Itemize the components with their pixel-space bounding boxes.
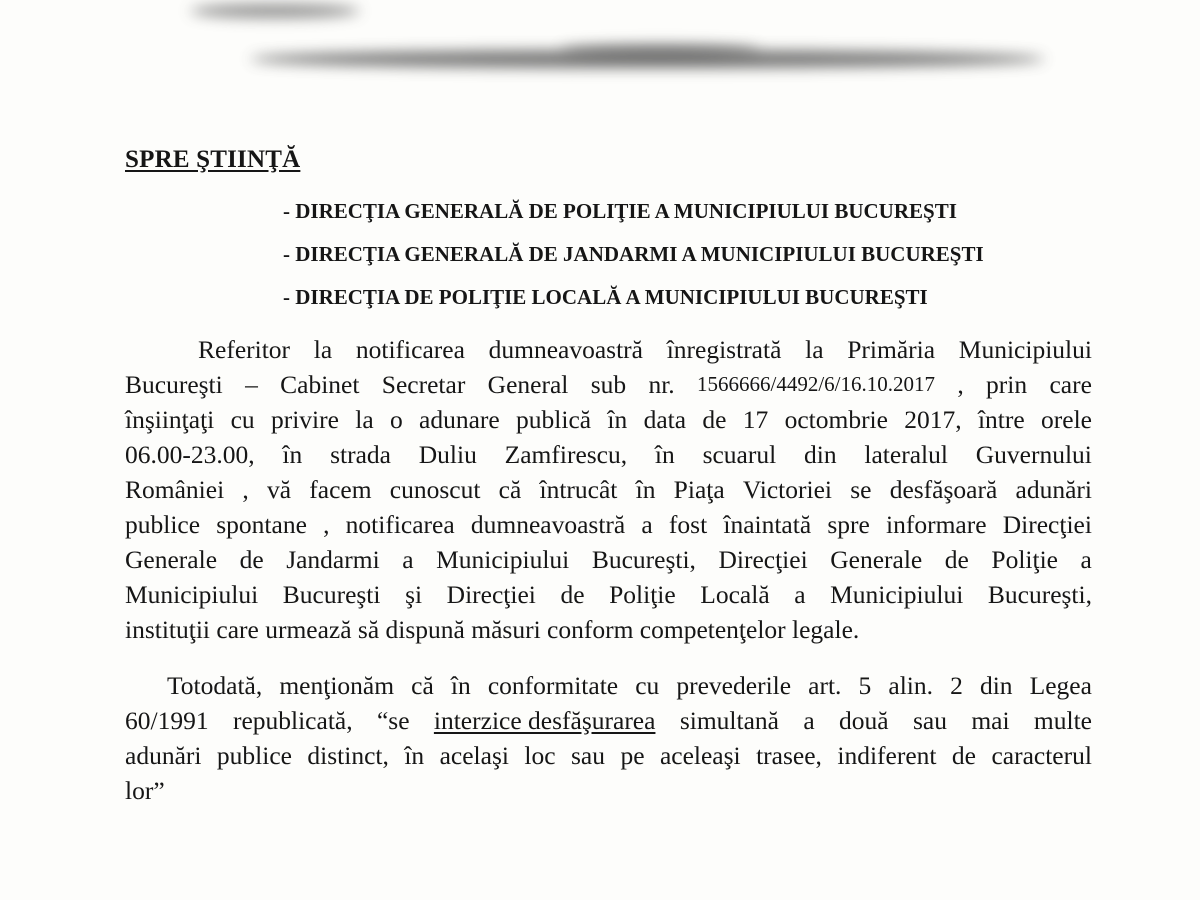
word: aceleaşi [659, 741, 741, 770]
text-line [125, 507, 1092, 542]
registration-number: 1566666/4492/6/16.10.2017 [697, 372, 936, 396]
word: Municipiului [436, 545, 570, 574]
word: instituţii care urmează să dispună măsuri conform competenţelor legale. [125, 615, 860, 644]
word: întrucât [539, 475, 618, 504]
word: la [805, 335, 824, 364]
word: Cabinet [280, 370, 360, 399]
word: în [450, 671, 471, 700]
word: Legea [1029, 671, 1092, 700]
word: Poliţie [991, 545, 1058, 574]
word: Direcţiei [1002, 510, 1092, 539]
word: şi [405, 580, 423, 609]
word: de [944, 545, 969, 574]
word: informare [886, 510, 987, 539]
text-line [125, 332, 1092, 367]
word: cu [635, 671, 660, 700]
word: adunări [1015, 475, 1092, 504]
recipients-list [283, 190, 984, 319]
word: Bucureşti [125, 370, 223, 399]
word: art. [808, 671, 842, 700]
word: strada [330, 440, 391, 469]
word: Guvernului [975, 440, 1092, 469]
word: Municipiului [958, 335, 1092, 364]
word: Victoriei [742, 475, 832, 504]
word: facem [309, 475, 372, 504]
word: Generale [125, 545, 218, 574]
redacted-address-detail [560, 44, 760, 56]
word: adunare [419, 405, 500, 434]
word: de [560, 580, 585, 609]
word: Bucureşti, [591, 545, 696, 574]
word: a [794, 580, 806, 609]
word: Primăria [847, 335, 936, 364]
word: Bucureşti [282, 580, 381, 609]
word: spre [827, 510, 870, 539]
word: Direcţiei [446, 580, 536, 609]
word: din [804, 440, 837, 469]
word: alin. [888, 671, 933, 700]
word: , [242, 475, 249, 504]
underlined-quote: interzice desfăşurarea [433, 706, 656, 735]
word: în [404, 741, 425, 770]
word: adunări [125, 741, 202, 770]
word: acelaşi [439, 741, 509, 770]
word: 5 [858, 671, 872, 700]
spre-stiinta-heading: SPRE ŞTIINŢĂ [125, 146, 301, 173]
word: în [282, 440, 303, 469]
word: – [245, 370, 258, 399]
word: mai [971, 706, 1010, 735]
word: fost [668, 510, 708, 539]
word: se [850, 475, 872, 504]
word: scuarul [702, 440, 777, 469]
word: menţionăm [279, 671, 395, 700]
text-line [125, 773, 1092, 808]
notification-paragraph [125, 332, 1092, 647]
text-line [125, 367, 1092, 402]
word: cunoscut [389, 475, 481, 504]
word: data [643, 405, 687, 434]
word: orele [1041, 405, 1092, 434]
word: prin [986, 370, 1028, 399]
word: în [635, 475, 656, 504]
word: “se [376, 706, 410, 735]
word: General [487, 370, 569, 399]
word: spontane [216, 510, 307, 539]
word: de [239, 545, 264, 574]
word: Referitor [198, 335, 291, 364]
recipient-item: - DIRECŢIA GENERALĂ DE JANDARMI A MUNICIPIULUI BUCUREŞTI [283, 242, 984, 266]
word: 17 [742, 405, 769, 434]
word: înşiinţaţi [125, 405, 215, 434]
word: publică [516, 405, 592, 434]
word: 06.00-23.00, [125, 440, 255, 469]
word: Piaţa [673, 475, 725, 504]
word: la [355, 405, 374, 434]
word: Municipiului [125, 580, 259, 609]
word: conformitate [487, 671, 619, 700]
word: Poliţie [609, 580, 676, 609]
redacted-header-mark [190, 4, 360, 18]
word: , [323, 510, 330, 539]
word: caracterul [991, 741, 1092, 770]
word: a [803, 706, 815, 735]
word: o [389, 405, 403, 434]
text-line [125, 472, 1092, 507]
word: 2017, [904, 405, 962, 434]
word: Municipiului [830, 580, 964, 609]
word: 60/1991 [125, 706, 209, 735]
recipient-item: - DIRECŢIA GENERALĂ DE POLIŢIE A MUNICIPIULUI BUCUREŞTI [283, 199, 957, 223]
word: din [979, 671, 1013, 700]
word: vă [266, 475, 292, 504]
word: la [313, 335, 333, 364]
word: sau [912, 706, 947, 735]
word: notificarea [345, 510, 455, 539]
word: Secretar [381, 370, 466, 399]
word: dumneavoastră [488, 335, 643, 364]
word: prevederile [676, 671, 792, 700]
word: Generale [830, 545, 923, 574]
word: de [951, 741, 976, 770]
word: cu [230, 405, 255, 434]
recipient-item: - DIRECŢIA DE POLIŢIE LOCALĂ A MUNICIPIULUI BUCUREŞTI [283, 285, 928, 309]
word: loc [524, 741, 556, 770]
text-line [125, 612, 1092, 647]
word: multe [1033, 706, 1092, 735]
word: privire [270, 405, 339, 434]
word: lor” [125, 776, 165, 805]
word: de [702, 405, 727, 434]
word: nr. [648, 370, 675, 399]
word: Zamfirescu, [504, 440, 628, 469]
word: distinct, [307, 741, 389, 770]
text-line [125, 542, 1092, 577]
word: indiferent [837, 741, 937, 770]
law-reference-paragraph [125, 668, 1092, 808]
word: între [977, 405, 1025, 434]
word: înaintată [723, 510, 812, 539]
word: desfăşoară [889, 475, 998, 504]
word: în [654, 440, 675, 469]
word: dumneavoastră [470, 510, 626, 539]
word: sau [571, 741, 605, 770]
word: lateralul [864, 440, 948, 469]
word: 2 [950, 671, 963, 700]
word: Direcţiei [718, 545, 808, 574]
text-line [125, 703, 1092, 738]
word: care [1049, 370, 1092, 399]
word: notificarea [355, 335, 465, 364]
word: a [641, 510, 653, 539]
word: Duliu [418, 440, 477, 469]
word: a [1080, 545, 1092, 574]
word: pe [620, 741, 645, 770]
word: Locală [700, 580, 770, 609]
word: simultană [679, 706, 779, 735]
text-line [125, 738, 1092, 773]
text-line [125, 402, 1092, 437]
word: României [125, 475, 225, 504]
text-line [125, 437, 1092, 472]
word: sub [590, 370, 627, 399]
word: Totodată, [167, 671, 263, 700]
word: , [957, 370, 964, 399]
word: trasee, [756, 741, 822, 770]
word: a [402, 545, 414, 574]
word: publice [216, 741, 292, 770]
word: că [498, 475, 522, 504]
text-line [125, 668, 1092, 703]
word: Bucureşti, [987, 580, 1092, 609]
word: Jandarmi [286, 545, 380, 574]
word: în [607, 405, 628, 434]
word: că [411, 671, 434, 700]
word: octombrie [784, 405, 888, 434]
word: două [839, 706, 889, 735]
word: publice [125, 510, 201, 539]
word: înregistrată [666, 335, 782, 364]
text-line [125, 577, 1092, 612]
word: republicată, [232, 706, 353, 735]
